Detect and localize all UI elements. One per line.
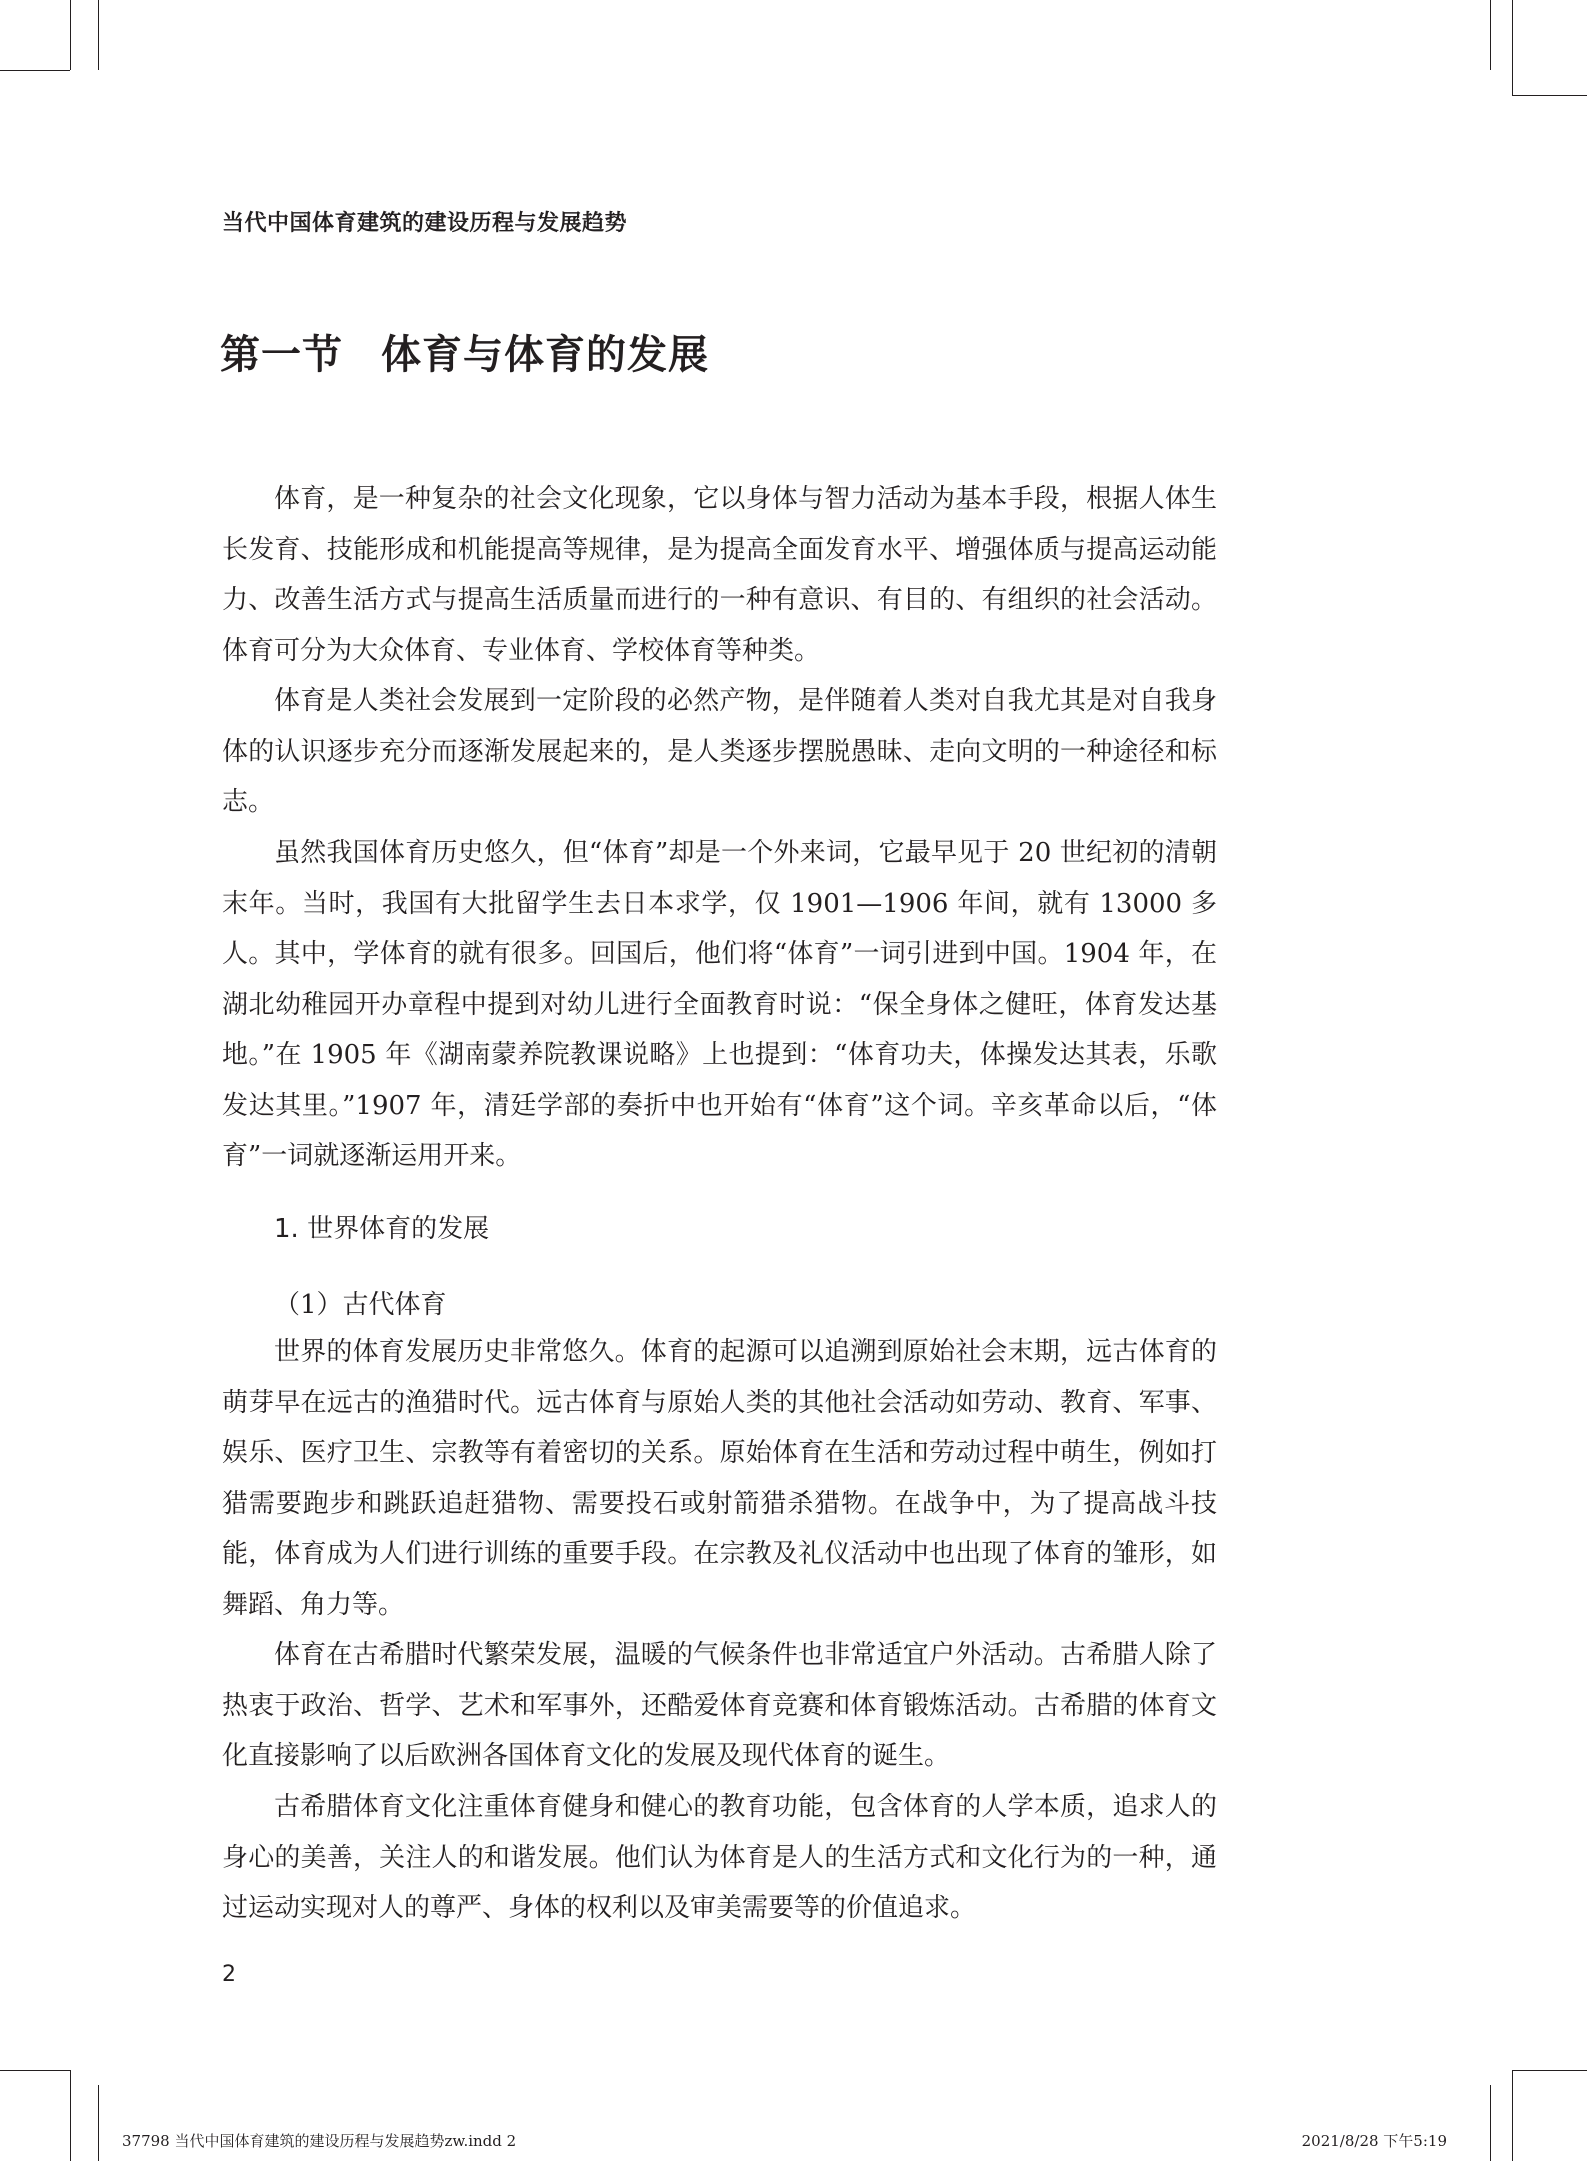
crop-mark bbox=[98, 0, 99, 70]
crop-mark bbox=[1512, 2070, 1513, 2161]
crop-mark bbox=[1512, 0, 1513, 95]
slug-datetime: 2021/8/28 下午5:19 bbox=[1301, 2132, 1447, 2150]
crop-mark bbox=[1490, 2085, 1491, 2161]
crop-mark bbox=[0, 2070, 70, 2071]
crop-mark bbox=[1512, 95, 1587, 96]
paragraph: 体育在古希腊时代繁荣发展，温暖的气候条件也非常适宜户外活动。古希腊人除了热衷于政治、哲学、艺术和军事外，还酷爱体育竞赛和体育锻炼活动。古希腊的体育文化直接影响了以后欧洲各国体育文化的发展及现代体育的诞生。 bbox=[222, 1640, 1217, 1771]
paragraph: 体育，是一种复杂的社会文化现象，它以身体与智力活动为基本手段，根据人体生长发育、技能形成和机能提高等规律，是为提高全面发育水平、增强体质与提高运动能力、改善生活方式与提高生活质量而进行的一种有意识、有目的、有组织的社会活动。体育可分为大众体育、专业体育、学校体育等种类。 bbox=[222, 484, 1217, 666]
section-title bbox=[220, 323, 709, 380]
crop-mark bbox=[70, 2070, 71, 2161]
subsection-heading: 1. 世界体育的发展 bbox=[274, 1214, 490, 1244]
sub-subsection-heading: （1）古代体育 bbox=[274, 1290, 447, 1320]
paragraph: 古希腊体育文化注重体育健身和健心的教育功能，包含体育的人学本质，追求人的身心的美善，关注人的和谐发展。他们认为体育是人的生活方式和文化行为的一种，通过运动实现对人的尊严、身体的权利以及审美需要等的价值追求。 bbox=[222, 1792, 1217, 1923]
paragraph: 虽然我国体育历史悠久，但“体育”却是一个外来词，它最早见于 20 世纪初的清朝末年。当时，我国有大批留学生去日本求学，仅 1901—1906 年间，就有 13000 多人。其中，学体育的就有很多。回国后，他们将“体育”一词引进到中国。1904 年，在湖北幼稚园开办章程中提到对幼儿进行全面教育时说：“保全身体之健旺，体育发达基地。”在 1905 年《湖南蒙养院教课说略》上也提到：“体育功夫，体操发达其表，乐歌发达其里。”1907 年，清廷学部的奏折中也开始有“体育”这个词。辛亥革命以后，“体育”一词就逐渐运用开来。 bbox=[222, 838, 1217, 1171]
crop-mark bbox=[1490, 0, 1491, 70]
crop-mark bbox=[70, 0, 71, 70]
section-number: 第一节 bbox=[220, 331, 343, 378]
crop-mark bbox=[0, 70, 70, 71]
crop-mark bbox=[98, 2085, 99, 2161]
page-number: 2 bbox=[222, 1962, 236, 1987]
section-title-text: 体育与体育的发展 bbox=[381, 331, 709, 378]
slug-filename: 37798 当代中国体育建筑的建设历程与发展趋势zw.indd 2 bbox=[122, 2132, 517, 2150]
running-head: 当代中国体育建筑的建设历程与发展趋势 bbox=[222, 210, 628, 236]
crop-mark bbox=[1512, 2070, 1587, 2071]
paragraph: 体育是人类社会发展到一定阶段的必然产物，是伴随着人类对自我尤其是对自我身体的认识逐步充分而逐渐发展起来的，是人类逐步摆脱愚昧、走向文明的一种途径和标志。 bbox=[222, 686, 1217, 817]
paragraph: 世界的体育发展历史非常悠久。体育的起源可以追溯到原始社会末期，远古体育的萌芽早在远古的渔猎时代。远古体育与原始人类的其他社会活动如劳动、教育、军事、娱乐、医疗卫生、宗教等有着密切的关系。原始体育在生活和劳动过程中萌生，例如打猎需要跑步和跳跃追赶猎物、需要投石或射箭猎杀猎物。在战争中，为了提高战斗技能，体育成为人们进行训练的重要手段。在宗教及礼仪活动中也出现了体育的雏形，如舞蹈、角力等。 bbox=[222, 1337, 1217, 1620]
